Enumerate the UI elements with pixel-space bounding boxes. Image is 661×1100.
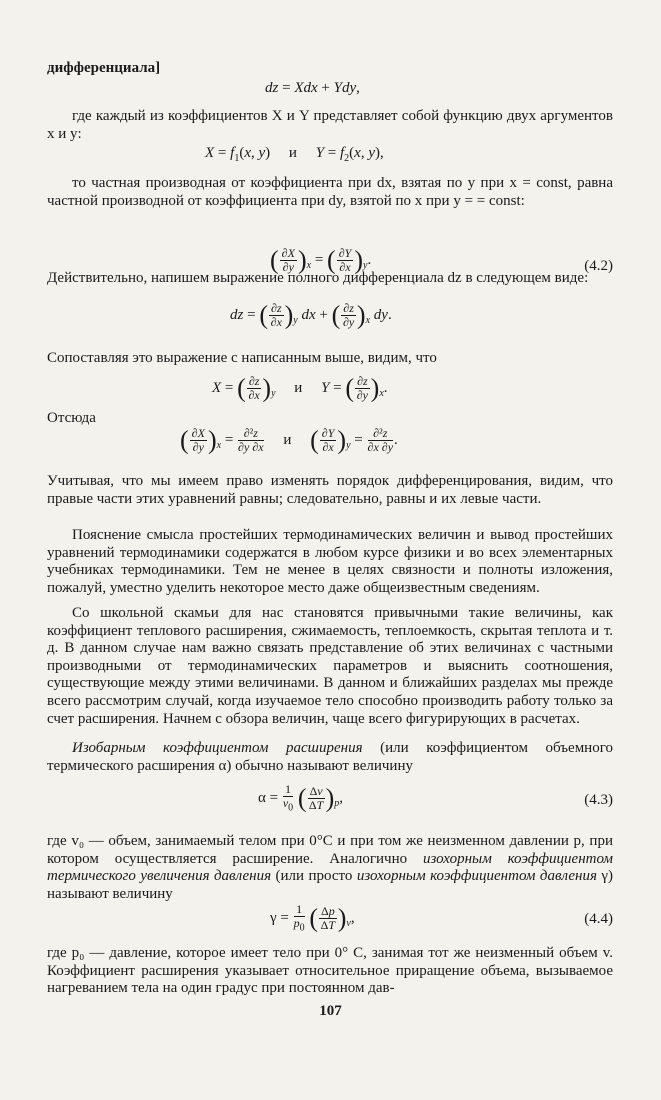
paragraph-4: Сопоставляя это выражение с написанным выше, видим, что: [47, 350, 437, 366]
paragraph-8: Со школьной скамьи для нас становятся привычными такие величины, как коэффициент теплового расширения, сжимаемость, теплоемкость, скрытая теплота и т. д. В данном случае нам важно связать представление об этих величинах с частными производными от термодинамических параметров и выяснить соотношения, существующие между этими величинами. В данном и ближайших разделах мы прежде всего рассмотрим случай, когда изучаемое тело способно производить работу только за счет расширения. Начнем с обзора величин, чаще всего фигурирующих в расчетах.: [47, 605, 613, 727]
equation-4-4: γ = $\frac{1}{p_0}$ ( $\frac{\Delta p}{\Delta T}$ )$_v$,: [270, 902, 355, 934]
equation-number-4-3: (4.3): [584, 792, 613, 808]
equation-number-4-4: (4.4): [584, 911, 613, 927]
equation-number-4-2: (4.2): [584, 258, 613, 274]
equation-4-3: α = $\frac{1}{v_0}$ ( $\frac{\Delta v}{\Delta T}$ )$_p$,: [258, 782, 344, 814]
equation-x-y-partials: X = ( $\frac{\partial z}{\partial x}$ )$_y$ и Y = ( $\frac{\partial z}{\partial y}$ )$_x$.: [212, 373, 388, 403]
equation-dz: dz = Xdx + Ydy,: [265, 80, 360, 96]
equation-second-derivatives: ( $\frac{\partial X}{\partial y}$ )$_x$ = $\frac{\text{∂²z}}{\partial y \partial x}$ и ( $\frac{\partial Y}{\partial x}$ )$_y$ = $\frac{\text{∂²z}}{\partial x \partial y}$ .: [180, 425, 398, 455]
paragraph-2: то частная производная от коэффициента при dx, взятая по y при x = const, равна частной производной от коэффициента при dy, взятой по x при y = = const:: [47, 175, 613, 209]
paragraph-9: Изобарным коэффициентом расширения (или коэффициентом объемного термического расширения α) обычно называют величину: [47, 740, 613, 774]
header-word: дифференциала]: [47, 60, 161, 76]
paragraph-11: где p₀ — давление, которое имеет тело при 0° C, занимая тот же неизменный объем v. Коэффициент расширения указывает относительное приращение объема, вызываемое нагреванием тела на один градус при постоянном дав-: [47, 945, 613, 997]
page-number: 107: [319, 1003, 342, 1019]
paragraph-10: где v₀ — объем, занимаемый телом при 0°C и при том же неизменном давлении p, при котором осуществляется расширение. Аналогично изохорным коэффициентом термического увеличения давления (или просто изохорным коэффициентом давления γ) называют величину: [47, 833, 614, 902]
equation-total-differential: dz = ( $\frac{\partial z}{\partial x}$ )$_y$ dx + ( $\frac{\partial z}{\partial y}$ )$_x$ dy.: [230, 300, 392, 330]
paragraph-5: Отсюда: [47, 410, 96, 426]
paragraph-3: Действительно, напишем выражение полного дифференциала dz в следующем виде:: [47, 270, 589, 286]
paragraph-1: где каждый из коэффициентов X и Y представляет собой функцию двух аргументов x и y:: [47, 108, 613, 142]
paragraph-6: Учитывая, что мы имеем право изменять порядок дифференцирования, видим, что правые части этих уравнений равны; следовательно, равны и их левые части.: [47, 473, 613, 507]
paragraph-7: Пояснение смысла простейших термодинамических величин и вывод простейших уравнений термодинамики содержатся в любом курсе физики и во всех элементарных учебниках термодинамики. Тем не менее в целях связности и полноты изложения, пожалуй, уместно уделить некоторое место даже общеизвестным сведениям.: [47, 527, 613, 596]
equation-4-2: ( $\frac{\partial X}{\partial y}$ )$_x$ = ( $\frac{\partial Y}{\partial x}$ )$_y$.: [270, 245, 372, 275]
equation-xy-functions: $X = f_1(x$, y) и $Y = f_2(x$, y),: [205, 145, 384, 164]
